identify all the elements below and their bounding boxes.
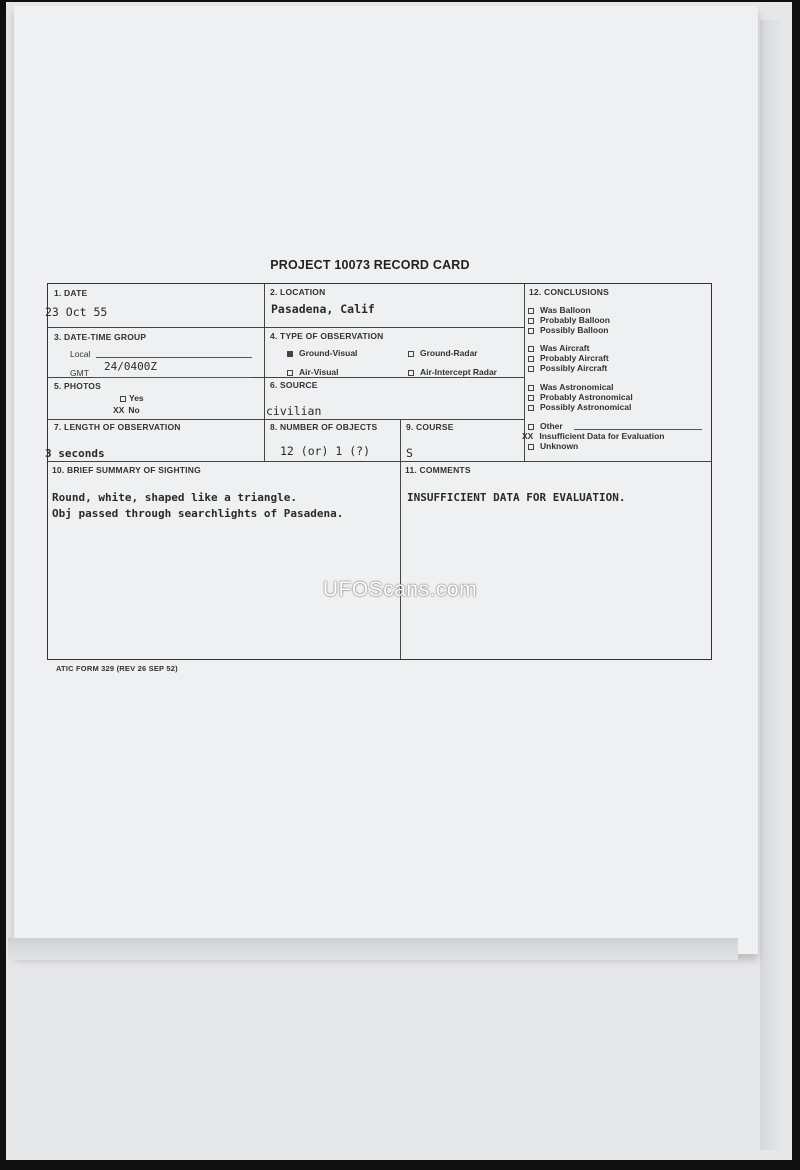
conclusion-label: Probably Balloon: [540, 315, 610, 325]
option-label: Air-Visual: [299, 367, 339, 377]
conclusion-probably-astronomical: [528, 392, 633, 402]
conclusion-label: Was Aircraft: [540, 343, 590, 353]
checkbox: [528, 346, 534, 352]
divider: [48, 419, 524, 420]
divider: [264, 284, 265, 462]
length-label: 7. LENGTH OF OBSERVATION: [54, 422, 181, 432]
course-value: S: [406, 446, 413, 460]
watermark: UFOScans.com: [322, 578, 478, 601]
conclusion-possibly-astronomical: [528, 402, 631, 412]
conclusion-label: Insufficient Data for Evaluation: [539, 431, 665, 441]
checkbox: [408, 351, 414, 357]
option-label: No: [128, 405, 140, 415]
checkbox: [528, 444, 534, 450]
option-ground-visual: [287, 348, 357, 358]
date-time-group-label: 3. DATE-TIME GROUP: [54, 332, 147, 342]
objects-value: 12 (or) 1 (?): [280, 444, 371, 458]
conclusion-insufficient-data: [522, 431, 665, 441]
gmt-line: [92, 377, 252, 378]
option-label: Air-Intercept Radar: [420, 367, 497, 377]
option-air-visual: [287, 367, 339, 377]
option-label: Ground-Visual: [299, 348, 358, 358]
conclusion-other: [528, 421, 563, 431]
divider: [48, 327, 524, 328]
source-label: 6. SOURCE: [270, 380, 318, 390]
date-value: 23 Oct 55: [45, 305, 108, 319]
sheet-shadow: [8, 938, 738, 960]
conclusion-was-aircraft: [528, 343, 589, 353]
other-line: [574, 429, 702, 430]
checkbox: [528, 385, 534, 391]
option-label: Ground-Radar: [420, 348, 478, 358]
photos-label: 5. PHOTOS: [54, 381, 101, 391]
checked-checkbox: [287, 351, 293, 357]
conclusion-probably-aircraft: [528, 353, 609, 363]
conclusion-label: Probably Aircraft: [540, 353, 609, 363]
checkbox: [528, 424, 534, 430]
date-label: 1. DATE: [54, 288, 88, 298]
summary-line: Round, white, shaped like a triangle.: [52, 491, 298, 504]
option-air-intercept-radar: [408, 367, 497, 377]
checkbox: [408, 370, 414, 376]
checkbox: [528, 366, 534, 372]
check-mark: XX: [522, 431, 534, 441]
checkbox: [120, 396, 126, 402]
conclusion-unknown: [528, 441, 578, 451]
check-mark: XX: [113, 405, 125, 415]
source-value: civilian: [266, 404, 322, 418]
conclusion-possibly-balloon: [528, 325, 609, 335]
checkbox: [287, 370, 293, 376]
conclusion-label: Was Balloon: [540, 305, 591, 315]
local-label: Local: [70, 349, 91, 359]
summary-label: 10. BRIEF SUMMARY OF SIGHTING: [52, 465, 201, 475]
conclusion-was-astronomical: [528, 382, 614, 392]
photos-no: [113, 405, 140, 415]
comments-label: 11. COMMENTS: [405, 465, 471, 475]
photos-yes: [120, 393, 144, 403]
course-label: 9. COURSE: [406, 422, 454, 432]
checkbox: [528, 405, 534, 411]
checkbox: [528, 328, 534, 334]
checkbox: [528, 318, 534, 324]
gmt-label: GMT: [70, 368, 89, 378]
conclusion-label: Possibly Aircraft: [540, 363, 608, 373]
divider: [48, 461, 711, 462]
conclusion-label: Was Astronomical: [540, 382, 614, 392]
conclusion-label: Possibly Balloon: [540, 325, 609, 335]
conclusion-label: Other: [540, 421, 563, 431]
divider: [400, 419, 401, 659]
local-line: [96, 357, 252, 358]
conclusion-label: Possibly Astronomical: [540, 402, 632, 412]
card-title: PROJECT 10073 RECORD CARD: [270, 258, 470, 272]
location-value: Pasadena, Calif: [271, 302, 375, 316]
conclusion-label: Probably Astronomical: [540, 392, 633, 402]
checkbox: [528, 308, 534, 314]
length-value: 3 seconds: [45, 447, 105, 460]
option-ground-radar: [408, 348, 478, 358]
conclusion-label: Unknown: [540, 441, 579, 451]
conclusions-label: 12. CONCLUSIONS: [529, 287, 609, 297]
comments-value: INSUFFICIENT DATA FOR EVALUATION.: [407, 491, 626, 504]
checkbox: [528, 356, 534, 362]
observation-type-label: 4. TYPE OF OBSERVATION: [270, 331, 384, 341]
objects-label: 8. NUMBER OF OBJECTS: [270, 422, 378, 432]
location-label: 2. LOCATION: [270, 287, 326, 297]
checkbox: [528, 395, 534, 401]
form-number: ATIC FORM 329 (REV 26 SEP 52): [56, 664, 178, 673]
conclusion-possibly-aircraft: [528, 363, 607, 373]
conclusion-probably-balloon: [528, 315, 610, 325]
gmt-value: 24/0400Z: [104, 360, 157, 373]
conclusion-was-balloon: [528, 305, 591, 315]
option-label: Yes: [129, 393, 144, 403]
summary-line: Obj passed through searchlights of Pasadena.: [52, 507, 344, 520]
